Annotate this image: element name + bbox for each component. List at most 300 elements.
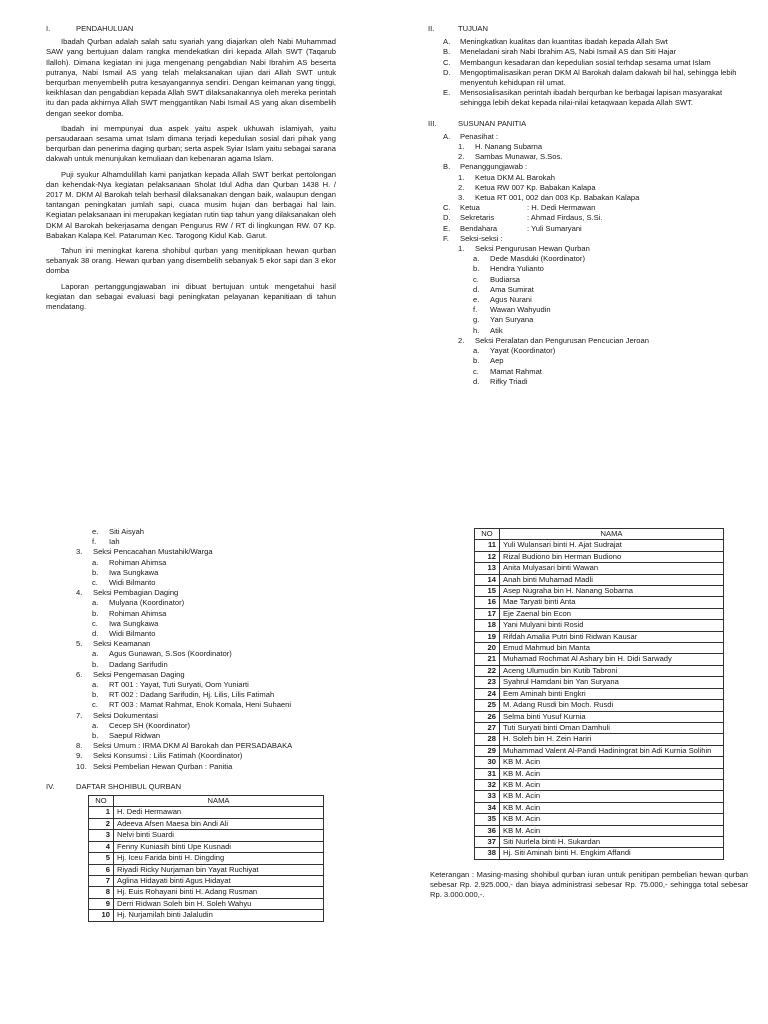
list-text: Rifky Triadi: [490, 376, 528, 386]
paragraph: Puji syukur Alhamdulillah kami panjatkan kepada Allah SWT berkat pertolongan dan kehendak-Nya kegiatan pelaksanaan Sholat Idul Adha dan Qurban 1438 H. / 2017 M. DKM Al Barokah telah berhasil dilaksanakan dengan baik, walaupun dengan tantangan peningkatan jumlah sapi, cuaca musim hujan dan berbagai hal lain. Kegiatan pelaksanaan ini merupakan kegiatan rutin tiap tahun yang dilaksanakan oleh DKM Al Barokah bekerjasama dengan Pengurus RW / RT di lingkungan RW. 07 Kp. Babakan Kalapa Kel. Pataruman Kec. Tarogong Kidul Kab. Garut.: [46, 169, 336, 240]
list-marker: a.: [92, 649, 99, 659]
row-name: KB M. Acin: [500, 779, 724, 790]
seksi-list-continued: [46, 527, 346, 772]
table-row: [475, 768, 724, 779]
row-name: Mae Taryati binti Anta: [500, 597, 724, 608]
row-name: Anita Mulyasari binti Wawan: [500, 563, 724, 574]
sekretaris-value: : Ahmad Firdaus, S.Si.: [527, 213, 603, 223]
seksi-member: [443, 254, 746, 264]
section-susunan-panitia: [428, 119, 746, 387]
table-row: [475, 677, 724, 688]
seksi-member: [46, 558, 346, 568]
list-text: Cecep SH (Koordinator): [109, 720, 191, 730]
section-heading: [46, 24, 336, 34]
row-number: 38: [475, 848, 500, 859]
row-number: 18: [475, 620, 500, 631]
table-row: [475, 825, 724, 836]
row-name: M. Adang Rusdi bin Moch. Rusdi: [500, 700, 724, 711]
table-row: [89, 841, 324, 852]
row-name: Emud Mahmud bin Manta: [500, 643, 724, 654]
list-marker: C.: [443, 57, 451, 67]
row-name: Muhamad Rochmat Al Ashary bin H. Didi Sarwady: [500, 654, 724, 665]
section-number: III.: [428, 118, 437, 128]
list-text: Agus Gunawan, S.Sos (Koordinator): [109, 649, 232, 659]
bendahara-value: : Yuli Sumaryani: [527, 223, 582, 233]
list-marker: 9.: [76, 751, 83, 761]
list-text: Dede Masduki (Koordinator): [490, 254, 585, 264]
list-text: Budiarsa: [490, 274, 520, 284]
row-number: 27: [475, 722, 500, 733]
row-name: Eje Zaenal bin Econ: [500, 608, 724, 619]
list-marker: C.: [443, 203, 451, 213]
list-text: Siti Aisyah: [109, 527, 145, 536]
table-row: [475, 757, 724, 768]
tujuan-list: [428, 37, 746, 108]
list-text: RT 003 : Mamat Rahmat, Enok Komala, Heni Suhaeni: [109, 700, 292, 710]
list-marker: c.: [92, 618, 98, 628]
list-text: Seksi Pengurusan Hewan Qurban: [475, 244, 590, 254]
list-text: Yayat (Koordinator): [490, 346, 556, 356]
sekretaris-row: [443, 213, 746, 223]
col-nama-header: NAMA: [500, 529, 724, 540]
list-marker: f.: [473, 305, 478, 315]
row-name: Muhammad Valent Al-Pandi Hadiningrat bin Adi Kurnia Solihin: [500, 745, 724, 756]
sekretaris-label: Sekretaris: [460, 213, 495, 223]
list-marker: b.: [92, 731, 99, 741]
section-title: PENDAHULUAN: [76, 24, 134, 33]
list-text: Seksi Pembagian Daging: [93, 588, 179, 598]
row-number: 23: [475, 677, 500, 688]
row-number: 1: [89, 807, 114, 818]
row-name: Riyadi Ricky Nurjaman bin Yayat Ruchiyat: [114, 864, 324, 875]
ketua-label: Ketua: [460, 203, 480, 213]
seksi-member: [46, 660, 346, 670]
row-name: Adeeva Afsen Maesa bin Andi Ali: [114, 818, 324, 829]
row-number: 31: [475, 768, 500, 779]
list-marker: 1.: [458, 172, 465, 182]
row-number: 24: [475, 688, 500, 699]
ketua-row: [443, 203, 746, 213]
list-text: Wawan Wahyudin: [490, 305, 551, 315]
row-number: 20: [475, 643, 500, 654]
seksi-heading: [46, 639, 346, 649]
paragraph: Tahun ini meningkat karena shohibul qurban yang menitipkaan hewan qurban sebanyak 38 orang. Hewan qurban yang disembelih sebanyak 5 ekor sapi dan 3 ekor domba: [46, 246, 336, 276]
seksi-member: [443, 285, 746, 295]
seksi-member: [46, 680, 346, 690]
row-name: Yuli Wulansari binti H. Ajat Sudrajat: [500, 540, 724, 551]
list-marker: 8.: [76, 741, 83, 751]
row-name: Nelvi binti Suardi: [114, 830, 324, 841]
list-text: Ama Sumirat: [490, 284, 534, 294]
list-text: Iwa Sungkawa: [109, 618, 159, 628]
row-number: 9: [89, 898, 114, 909]
list-text: Seksi Konsumsi : Lilis Fatimah (Koordinator): [93, 751, 243, 761]
table-row: [475, 791, 724, 802]
tujuan-item: [443, 68, 746, 88]
list-marker: a.: [92, 680, 99, 690]
list-text: Widi Bilmanto: [109, 629, 156, 639]
tujuan-item: [443, 47, 746, 57]
seksi-member: [46, 609, 346, 619]
list-text: Mengoptimalisasikan peran DKM Al Barokah dalam dakwah bil hal, sehingga lebih menyentuh kehidupan riil umat.: [460, 67, 737, 88]
row-number: 34: [475, 802, 500, 813]
bendahara-row: [443, 224, 746, 234]
section-title: DAFTAR SHOHIBUL QURBAN: [76, 781, 182, 791]
row-number: 28: [475, 734, 500, 745]
list-text: Sambas Munawar, S.Sos.: [475, 152, 563, 162]
row-number: 4: [89, 841, 114, 852]
list-marker: a.: [92, 598, 99, 608]
table-row: [475, 608, 724, 619]
list-text: Iah: [109, 537, 120, 547]
list-text: Seksi Pembelian Hewan Qurban : Panitia: [93, 761, 233, 771]
tujuan-item: [443, 88, 746, 108]
list-marker: a.: [92, 720, 99, 730]
list-text: Agus Nurani: [490, 295, 532, 305]
list-marker: b.: [92, 690, 99, 700]
list-marker: 2.: [458, 335, 465, 345]
row-name: Tuti Suryati binti Oman Damhuli: [500, 722, 724, 733]
table-row: [475, 745, 724, 756]
list-marker: f.: [92, 537, 97, 547]
seksi-member: [46, 527, 346, 537]
row-number: 21: [475, 654, 500, 665]
shohibul-continued: [430, 528, 750, 905]
row-number: 6: [89, 864, 114, 875]
list-marker: A.: [443, 37, 451, 47]
table-header-row: [89, 796, 324, 807]
list-marker: b.: [473, 264, 480, 274]
table-row: [475, 563, 724, 574]
table-row: [475, 802, 724, 813]
table-row: [89, 818, 324, 829]
list-text: Ketua RW 007 Kp. Babakan Kalapa: [475, 182, 596, 192]
row-number: 2: [89, 818, 114, 829]
list-marker: h.: [473, 325, 480, 335]
row-number: 17: [475, 608, 500, 619]
list-marker: 7.: [76, 710, 83, 720]
table-row: [89, 807, 324, 818]
table-row: [475, 551, 724, 562]
list-text: Saepul Ridwan: [109, 731, 161, 741]
list-text: Seksi-seksi :: [460, 233, 503, 243]
col-no-header: NO: [475, 529, 500, 540]
row-number: 19: [475, 631, 500, 642]
list-text: Meneladani sirah Nabi Ibrahim AS, Nabi Ismail AS dan Siti Hajar: [460, 47, 677, 57]
paragraph: Ibadah Qurban adalah salah satu syariah yang diajarkan oleh Nabi Muhammad SAW yang bertujuan dalam rangka mendekatkan diri kepada Allah SWT (Taqarub Ilalloh). Dimana kegiatan ini juga mengenang pengabdian Nabi Ibrahim AS beserta putranya, Nabi Ismail AS yang telah melaksanakan ujian dari Allah SWT untuk berqurban menyembelih putra kesayangannya sendiri. Dengan keimanan yang tinggi, keikhlasan dan pengabdian kepada Allah SWT dilaksanakannya oleh mereka perintah itu dan pada akhirnya Allah SWT menggantikan Nabi Ismail AS yang akan disembelih dengan seekor domba.: [46, 37, 336, 118]
col-no-header: NO: [89, 796, 114, 807]
seksi-member: [443, 275, 746, 285]
list-marker: 2.: [458, 182, 465, 192]
tujuan-item: [443, 37, 746, 47]
row-number: 7: [89, 875, 114, 886]
row-name: Eem Aminah binti Engkri: [500, 688, 724, 699]
col-nama-header: NAMA: [114, 796, 324, 807]
table-row: [89, 898, 324, 909]
row-name: KB M. Acin: [500, 802, 724, 813]
section-title: TUJUAN: [458, 24, 488, 33]
list-text: Membangun kesadaran dan kepedulian sosial terhdap sesama umat Islam: [460, 57, 711, 67]
seksi-heading: [46, 588, 346, 598]
row-number: 14: [475, 574, 500, 585]
list-marker: a.: [473, 346, 480, 356]
table-row: [475, 848, 724, 859]
seksi-member: [46, 649, 346, 659]
seksi-member: [443, 367, 746, 377]
list-marker: F.: [443, 233, 449, 243]
row-number: 13: [475, 563, 500, 574]
seksi-member: [46, 721, 346, 731]
list-text: [460, 203, 746, 213]
seksi-heading: [443, 234, 746, 244]
list-text: Mulyana (Koordinator): [109, 598, 185, 608]
table-row: [89, 875, 324, 886]
row-number: 16: [475, 597, 500, 608]
row-number: 15: [475, 586, 500, 597]
list-marker: a.: [92, 557, 99, 567]
section-heading: [428, 119, 746, 129]
row-name: Derri Ridwan Soleh bin H. Soleh Wahyu: [114, 898, 324, 909]
table-row: [475, 540, 724, 551]
seksi-heading: [46, 762, 346, 772]
penasihat-item: [443, 152, 746, 162]
list-text: [460, 224, 746, 234]
row-name: Rizal Budiono bin Herman Budiono: [500, 551, 724, 562]
row-number: 30: [475, 757, 500, 768]
list-marker: b.: [92, 608, 99, 618]
seksi-member: [46, 629, 346, 639]
row-name: Anah binti Muhamad Madli: [500, 574, 724, 585]
section-number: IV.: [46, 781, 55, 791]
list-marker: c.: [473, 366, 479, 376]
section-number: II.: [428, 24, 435, 33]
row-name: Hj. Nurjamilah binti Jalaludin: [114, 910, 324, 921]
list-marker: E.: [443, 88, 451, 98]
list-text: Atik: [490, 325, 503, 335]
table-row: [475, 836, 724, 847]
table-row: [89, 864, 324, 875]
list-text: Seksi Keamanan: [93, 639, 151, 649]
list-text: Yan Suryana: [490, 315, 534, 325]
list-marker: D.: [443, 213, 451, 223]
seksi-member: [46, 731, 346, 741]
row-name: Selma binti Yusuf Kurnia: [500, 711, 724, 722]
list-text: H. Nanang Subarna: [475, 142, 543, 152]
row-number: 37: [475, 836, 500, 847]
list-text: Penanggungjawab :: [460, 162, 528, 172]
list-text: RT 001 : Yayat, Tuti Suryati, Oom Yuniarti: [109, 680, 249, 690]
list-marker: c.: [473, 274, 479, 284]
seksi-member: [443, 305, 746, 315]
table-row: [475, 654, 724, 665]
seksi1-heading: [443, 244, 746, 254]
list-marker: b.: [473, 356, 480, 366]
list-marker: 10.: [76, 761, 87, 771]
list-marker: A.: [443, 131, 451, 141]
penanggungjawab-item: [443, 183, 746, 193]
row-number: 22: [475, 665, 500, 676]
section-number: I.: [46, 24, 51, 33]
seksi-member: [443, 346, 746, 356]
list-marker: d.: [473, 376, 480, 386]
seksi-member: [46, 619, 346, 629]
list-marker: c.: [92, 578, 98, 588]
table-row: [475, 814, 724, 825]
list-marker: a.: [473, 254, 480, 264]
list-marker: e.: [92, 527, 99, 536]
table-row: [475, 631, 724, 642]
list-text: Seksi Pengemasan Daging: [93, 669, 185, 679]
list-marker: B.: [443, 47, 451, 57]
list-marker: b.: [92, 659, 99, 669]
table-row: [475, 620, 724, 631]
seksi-member: [443, 356, 746, 366]
table-row: [475, 586, 724, 597]
list-marker: d.: [92, 629, 99, 639]
table-row: [475, 711, 724, 722]
table-row: [475, 597, 724, 608]
list-marker: 6.: [76, 669, 83, 679]
table-row: [475, 574, 724, 585]
row-name: KB M. Acin: [500, 791, 724, 802]
seksi2-heading: [443, 336, 746, 346]
seksi-heading: [46, 670, 346, 680]
list-marker: e.: [473, 295, 480, 305]
list-text: Seksi Pencacahan Mustahik/Warga: [93, 547, 213, 557]
seksi-member: [46, 537, 346, 547]
table-row: [89, 887, 324, 898]
row-name: KB M. Acin: [500, 757, 724, 768]
seksi-heading: [46, 711, 346, 721]
list-text: Hendra Yulianto: [490, 264, 544, 274]
list-text: Mensosialisasikan perintah ibadah berqurban ke berbagai lapisan masyarakat sehingga lebih dekat kepada nilai-nilai ketaqwaan kepada Allah SWT.: [460, 88, 723, 108]
row-name: H. Soleh bin H. Zein Hariri: [500, 734, 724, 745]
section-tujuan: [428, 24, 746, 387]
table-row: [475, 734, 724, 745]
list-text: Seksi Peralatan dan Pengurusan Pencucian Jeroan: [475, 335, 649, 345]
list-marker: c.: [92, 700, 98, 710]
row-name: Siti Nurlela binti H. Sukardan: [500, 836, 724, 847]
row-name: KB M. Acin: [500, 814, 724, 825]
row-name: H. Dedi Hermawan: [114, 807, 324, 818]
list-text: Ketua RT 001, 002 dan 003 Kp. Babakan Kalapa: [475, 193, 640, 203]
list-text: Ketua DKM AL Barokah: [475, 172, 555, 182]
row-name: Hj. Euis Rohayani binti H. Adang Rusman: [114, 887, 324, 898]
list-marker: 3.: [76, 547, 83, 557]
list-text: Seksi Umum : IRMA DKM Al Barokah dan PERSADABAKA: [93, 741, 293, 751]
row-number: 35: [475, 814, 500, 825]
table-row: [475, 688, 724, 699]
list-marker: 5.: [76, 639, 83, 649]
list-text: Penasihat :: [460, 131, 498, 141]
row-name: KB M. Acin: [500, 825, 724, 836]
row-name: Aglina Hidayati binti Agus Hidayat: [114, 875, 324, 886]
list-text: Rohiman Ahimsa: [109, 608, 167, 618]
seksi-member: [46, 700, 346, 710]
row-number: 33: [475, 791, 500, 802]
list-text: Rohiman Ahimsa: [109, 557, 167, 567]
seksi-heading: [46, 741, 346, 751]
panitia-list: [428, 132, 746, 387]
seksi-member: [46, 578, 346, 588]
list-marker: B.: [443, 162, 451, 172]
section-heading: [428, 24, 746, 34]
table-row: [89, 830, 324, 841]
row-number: 11: [475, 540, 500, 551]
paragraph: Laporan pertanggungjawaban ini dibuat bertujuan untuk mengetahui hasil kegiatan dan sebagai evaluasi bagi peningkatan pelayanan kepanitiaan di tahun mendatang.: [46, 281, 336, 312]
list-text: Dadang Sarifudin: [109, 659, 168, 669]
row-name: Hj. Siti Aminah binti H. Engkim Affandi: [500, 848, 724, 859]
seksi-member: [443, 315, 746, 325]
list-marker: D.: [443, 67, 451, 77]
row-number: 36: [475, 825, 500, 836]
penasihat-heading: [443, 132, 746, 142]
penanggungjawab-item: [443, 193, 746, 203]
shohibul-table-part2: [474, 528, 724, 860]
row-number: 12: [475, 551, 500, 562]
list-marker: d.: [473, 284, 480, 294]
shohibul-table-part1: [88, 795, 324, 921]
list-text: Iwa Sungkawa: [109, 567, 159, 577]
row-name: Rifdah Amalia Putri binti Ridwan Kausar: [500, 631, 724, 642]
table-row: [475, 643, 724, 654]
table-row: [89, 853, 324, 864]
list-text: Seksi Dokumentasi: [93, 710, 158, 720]
table-row: [475, 700, 724, 711]
list-marker: g.: [473, 315, 480, 325]
penanggungjawab-item: [443, 173, 746, 183]
table-header-row: [475, 529, 724, 540]
table-row: [89, 910, 324, 921]
panitia-continued: [46, 527, 346, 922]
list-text: [460, 213, 746, 223]
seksi-member: [443, 377, 746, 387]
row-number: 10: [89, 910, 114, 921]
table-row: [475, 665, 724, 676]
row-number: 32: [475, 779, 500, 790]
penasihat-item: [443, 142, 746, 152]
list-marker: 2.: [458, 152, 465, 162]
bendahara-label: Bendahara: [460, 223, 498, 233]
seksi-member: [443, 264, 746, 274]
section-title: SUSUNAN PANITIA: [458, 118, 527, 128]
row-name: Syahrul Hamdani bin Yan Suryana: [500, 677, 724, 688]
row-name: Asep Nugraha bin H. Nanang Sobarna: [500, 586, 724, 597]
seksi-heading: [46, 547, 346, 557]
row-number: 3: [89, 830, 114, 841]
table-row: [475, 722, 724, 733]
paragraph-list: [46, 37, 336, 312]
list-marker: 1.: [458, 244, 465, 254]
tujuan-item: [443, 58, 746, 68]
seksi-member: [46, 598, 346, 608]
seksi-member: [46, 568, 346, 578]
penanggungjawab-heading: [443, 162, 746, 172]
seksi-member: [443, 295, 746, 305]
paragraph: Ibadah ini mempunyai dua aspek yaitu aspek ukhuwah islamiyah, yaitu persaudaraan sesama umat Islam dimana terjadi kepedulian sosial dari pihak yang berqurban dan penerima daging qurban; serta aspek Syiar Islam yaitu sebagai sarana dakwah untuk menunjukan kemuliaan dan kebenaran agama Islam.: [46, 123, 336, 164]
list-marker: E.: [443, 223, 451, 233]
seksi-member: [443, 326, 746, 336]
row-number: 26: [475, 711, 500, 722]
list-marker: b.: [92, 567, 99, 577]
list-text: RT 002 : Dadang Sarifudin, Hj. Lilis, Lilis Fatimah: [109, 690, 275, 700]
section-heading: [46, 782, 346, 792]
row-number: 29: [475, 745, 500, 756]
list-marker: 4.: [76, 588, 83, 598]
row-name: Yani Mulyani binti Rosid: [500, 620, 724, 631]
ketua-value: : H. Dedi Hermawan: [527, 203, 596, 213]
list-text: Meningkatkan kualitas dan kuantitas ibadah kepada Allah Swt: [460, 37, 668, 47]
